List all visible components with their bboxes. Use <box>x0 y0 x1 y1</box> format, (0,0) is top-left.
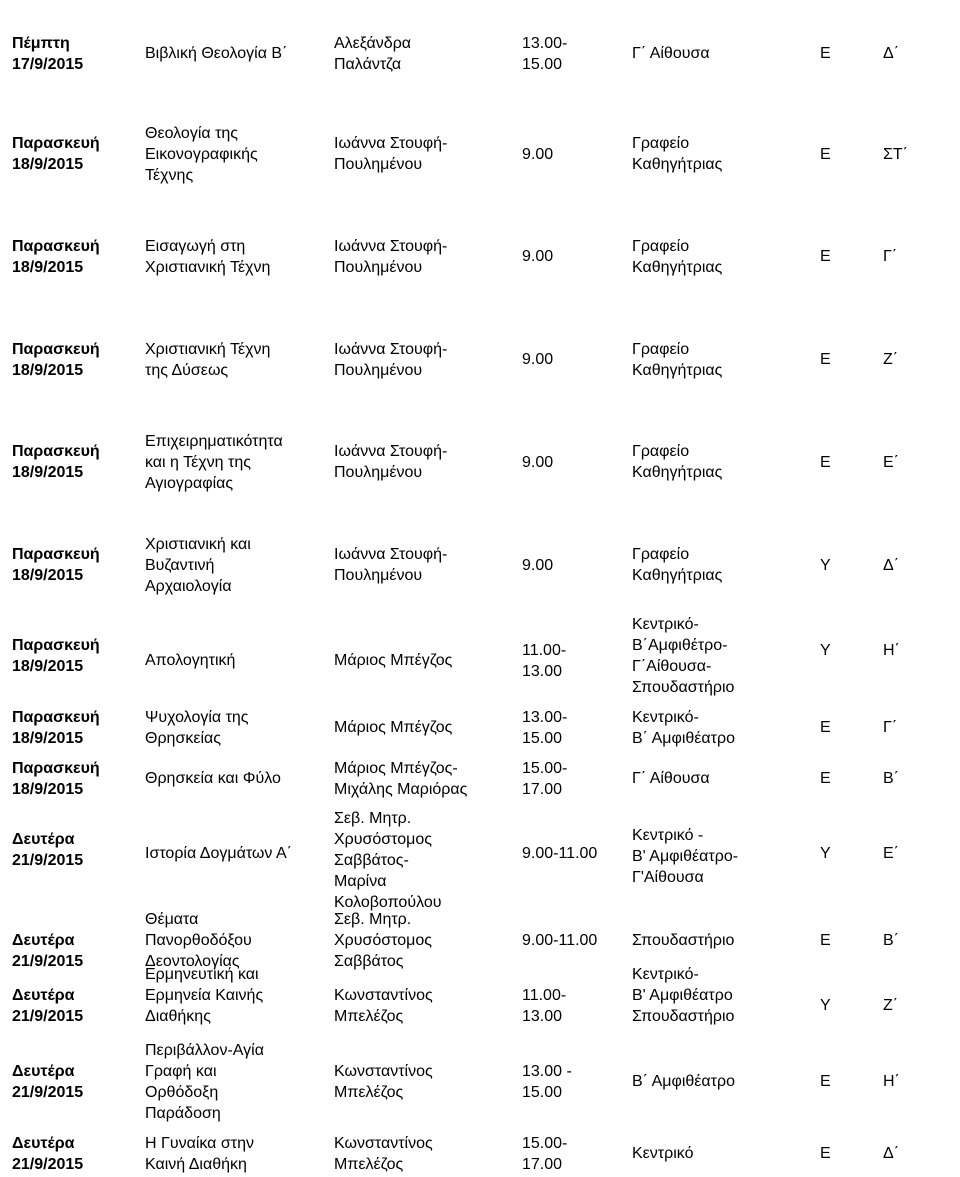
exam-time-text: 9.00 <box>522 248 554 265</box>
semester-type-text: Ε <box>820 770 831 787</box>
professor <box>334 1061 524 1103</box>
course-name <box>145 843 335 864</box>
professor-text: Ιωάννα Στουφή- <box>334 443 448 460</box>
course-name-text: Παράδοση <box>145 1105 221 1122</box>
exam-day-text: Παρασκευή <box>12 443 100 460</box>
exam-time <box>522 1133 622 1175</box>
exam-day <box>12 133 137 175</box>
exam-day-text: 18/9/2015 <box>12 781 84 798</box>
semester-group-text: ΣΤ΄ <box>883 146 908 163</box>
exam-room <box>632 544 812 586</box>
course-name-text: Τέχνης <box>145 167 194 184</box>
course-name-text: Θρησκεία και Φύλο <box>145 770 281 787</box>
semester-type <box>820 349 850 370</box>
semester-type <box>820 43 850 64</box>
course-name-text: και η Τέχνη της <box>145 454 251 471</box>
semester-group <box>883 640 943 661</box>
course-name-text: Αγιογραφίας <box>145 475 234 492</box>
exam-time-text: 15.00- <box>522 1135 568 1152</box>
exam-day <box>12 985 137 1027</box>
course-name <box>145 707 335 749</box>
course-name-text: Ορθόδοξη <box>145 1084 219 1101</box>
professor-text: Κωνσταντίνος <box>334 987 433 1004</box>
semester-group-text: Ζ΄ <box>883 997 899 1014</box>
course-name-text: Ερμηνευτική και <box>145 966 259 983</box>
exam-time <box>522 843 622 864</box>
exam-room-text: Β΄Αμφιθέτρο- <box>632 637 728 654</box>
semester-group <box>883 452 943 473</box>
semester-type <box>820 930 850 951</box>
exam-day <box>12 544 137 586</box>
exam-room <box>632 441 812 483</box>
exam-room-text: Καθηγήτριας <box>632 156 723 173</box>
exam-day-text: 21/9/2015 <box>12 1156 84 1173</box>
semester-group <box>883 349 943 370</box>
professor <box>334 909 524 972</box>
semester-type-text: Υ <box>820 845 831 862</box>
semester-group <box>883 717 943 738</box>
semester-type <box>820 843 850 864</box>
semester-group-text: Δ΄ <box>883 45 900 62</box>
exam-room <box>632 707 812 749</box>
semester-type <box>820 452 850 473</box>
semester-type <box>820 768 850 789</box>
professor <box>334 33 524 75</box>
semester-group <box>883 995 943 1016</box>
exam-day <box>12 1061 137 1103</box>
course-name-text: Διαθήκης <box>145 1008 211 1025</box>
exam-time <box>522 349 622 370</box>
semester-type <box>820 555 850 576</box>
course-name-text: Θέματα <box>145 911 199 928</box>
semester-type <box>820 1071 850 1092</box>
professor <box>334 717 524 738</box>
professor-text: Κωνσταντίνος <box>334 1135 433 1152</box>
exam-room-text: Σπουδαστήριο <box>632 679 735 696</box>
semester-type-text: Ε <box>820 351 831 368</box>
exam-room-text: Γραφείο <box>632 546 690 563</box>
professor-text: Σεβ. Μητρ. <box>334 810 412 827</box>
course-name-text: Θρησκείας <box>145 730 221 747</box>
course-name <box>145 768 335 789</box>
exam-room-text: Καθηγήτριας <box>632 567 723 584</box>
exam-time-text: 9.00 <box>522 454 554 471</box>
professor-text: Κολοβοπούλου <box>334 894 442 911</box>
course-name-text: Η Γυναίκα στην <box>145 1135 254 1152</box>
exam-time <box>522 1061 622 1103</box>
exam-day-text: 18/9/2015 <box>12 567 84 584</box>
professor-text: Μάριος Μπέγζος <box>334 652 453 669</box>
course-name-text: Εικονογραφικής <box>145 146 258 163</box>
professor-text: Σαββάτος <box>334 953 404 970</box>
professor-text: Ιωάννα Στουφή- <box>334 135 448 152</box>
course-name-text: Επιχειρηματικότητα <box>145 433 283 450</box>
exam-time-text: 9.00-11.00 <box>522 932 598 949</box>
exam-day-text: 21/9/2015 <box>12 1008 84 1025</box>
exam-room-text: Β' Αμφιθέατρο <box>632 987 733 1004</box>
semester-group <box>883 555 943 576</box>
course-name-text: της Δύσεως <box>145 362 229 379</box>
professor-text: Μάριος Μπέγζος <box>334 719 453 736</box>
semester-type-text: Ε <box>820 932 831 949</box>
semester-type-text: Υ <box>820 642 831 659</box>
exam-room <box>632 768 812 789</box>
exam-room-text: Σπουδαστήριο <box>632 1008 735 1025</box>
course-name <box>145 964 335 1027</box>
semester-group-text: Δ΄ <box>883 557 900 574</box>
semester-group <box>883 144 943 165</box>
course-name-text: Περιβάλλον-Αγία <box>145 1042 264 1059</box>
professor-text: Μάριος Μπέγζος- <box>334 760 458 777</box>
exam-day-text: Δευτέρα <box>12 1063 75 1080</box>
exam-day-text: Παρασκευή <box>12 637 100 654</box>
course-name <box>145 339 335 381</box>
exam-room-text: Καθηγήτριας <box>632 464 723 481</box>
semester-group <box>883 930 943 951</box>
semester-type-text: Ε <box>820 454 831 471</box>
exam-room-text: Κεντρικό- <box>632 709 699 726</box>
semester-group-text: Ζ΄ <box>883 351 899 368</box>
semester-group <box>883 843 943 864</box>
course-name <box>145 123 335 186</box>
semester-group <box>883 43 943 64</box>
professor-text: Πουλημένου <box>334 567 423 584</box>
exam-room-text: Γραφείο <box>632 341 690 358</box>
course-name <box>145 534 335 597</box>
course-name <box>145 1133 335 1175</box>
exam-time-text: 11.00- <box>522 987 567 1004</box>
exam-room-text: Γραφείο <box>632 443 690 460</box>
exam-room <box>632 1071 812 1092</box>
professor-text: Πουλημένου <box>334 362 423 379</box>
semester-type <box>820 640 850 661</box>
exam-time <box>522 33 622 75</box>
semester-group-text: Β΄ <box>883 770 899 787</box>
exam-time-text: 9.00 <box>522 351 554 368</box>
professor-text: Πουλημένου <box>334 156 423 173</box>
exam-time <box>522 246 622 267</box>
exam-time-text: 17.00 <box>522 1156 563 1173</box>
exam-room <box>632 236 812 278</box>
professor <box>334 544 524 586</box>
semester-type <box>820 995 850 1016</box>
exam-room <box>632 930 812 951</box>
exam-day-text: Δευτέρα <box>12 1135 75 1152</box>
exam-day <box>12 339 137 381</box>
course-name-text: Ερμηνεία Καινής <box>145 987 264 1004</box>
exam-time-text: 15.00 <box>522 1084 563 1101</box>
semester-group-text: Β΄ <box>883 932 899 949</box>
semester-group-text: Δ΄ <box>883 1145 900 1162</box>
semester-group <box>883 768 943 789</box>
course-name-text: Απολογητική <box>145 652 236 669</box>
exam-room <box>632 43 812 64</box>
course-name-text: Καινή Διαθήκη <box>145 1156 247 1173</box>
professor-text: Μιχάλης Μαριόρας <box>334 781 468 798</box>
exam-room-text: Γραφείο <box>632 135 690 152</box>
course-name-text: Εισαγωγή στη <box>145 238 246 255</box>
exam-day <box>12 236 137 278</box>
professor-text: Σεβ. Μητρ. <box>334 911 412 928</box>
professor <box>334 236 524 278</box>
exam-day <box>12 635 137 677</box>
exam-day-text: 18/9/2015 <box>12 730 84 747</box>
semester-group <box>883 1071 943 1092</box>
professor-text: Μαρίνα <box>334 873 387 890</box>
exam-room <box>632 614 812 698</box>
semester-group-text: Η΄ <box>883 1073 900 1090</box>
professor <box>334 441 524 483</box>
exam-room <box>632 964 812 1027</box>
exam-time-text: 15.00 <box>522 730 563 747</box>
exam-room <box>632 1143 812 1164</box>
exam-day-text: Παρασκευή <box>12 546 100 563</box>
course-name-text: Δεοντολογίας <box>145 953 240 970</box>
semester-type-text: Ε <box>820 248 831 265</box>
exam-day-text: Παρασκευή <box>12 135 100 152</box>
semester-group-text: Ε΄ <box>883 845 899 862</box>
exam-time-text: 15.00 <box>522 56 563 73</box>
exam-room-text: Γ'Αίθουσα <box>632 869 704 886</box>
exam-time <box>522 640 622 682</box>
course-name <box>145 909 335 972</box>
professor-text: Ιωάννα Στουφή- <box>334 341 448 358</box>
professor-text: Μπελέζος <box>334 1084 404 1101</box>
exam-time-text: 9.00-11.00 <box>522 845 598 862</box>
professor-text: Μπελέζος <box>334 1008 404 1025</box>
course-name-text: Χριστιανική Τέχνη <box>145 259 271 276</box>
exam-room-text: Κεντρικό- <box>632 616 699 633</box>
exam-room-text: Καθηγήτριας <box>632 362 723 379</box>
semester-type-text: Ε <box>820 146 831 163</box>
semester-group-text: Γ΄ <box>883 248 898 265</box>
professor-text: Χρυσόστομος <box>334 831 432 848</box>
exam-day <box>12 930 137 972</box>
exam-time-text: 13.00 <box>522 663 563 680</box>
semester-type-text: Ε <box>820 1073 831 1090</box>
professor-text: Κωνσταντίνος <box>334 1063 433 1080</box>
professor <box>334 1133 524 1175</box>
exam-day-text: 21/9/2015 <box>12 953 84 970</box>
professor-text: Αλεξάνδρα <box>334 35 412 52</box>
exam-day-text: Δευτέρα <box>12 831 75 848</box>
semester-type-text: Ε <box>820 1145 831 1162</box>
exam-room-text: Β' Αμφιθέατρο- <box>632 848 739 865</box>
exam-time <box>522 452 622 473</box>
professor <box>334 758 524 800</box>
exam-time-text: 9.00 <box>522 146 554 163</box>
professor-text: Ιωάννα Στουφή- <box>334 546 448 563</box>
professor-text: Πουλημένου <box>334 259 423 276</box>
exam-time <box>522 930 622 951</box>
course-name <box>145 431 335 494</box>
semester-type <box>820 1143 850 1164</box>
exam-day <box>12 758 137 800</box>
exam-time-text: 15.00- <box>522 760 568 777</box>
semester-type-text: Ε <box>820 719 831 736</box>
course-name <box>145 650 335 671</box>
course-name-text: Βυζαντινή <box>145 557 215 574</box>
exam-room-text: Γραφείο <box>632 238 690 255</box>
course-name-text: Αρχαιολογία <box>145 578 232 595</box>
exam-day-text: 18/9/2015 <box>12 156 84 173</box>
semester-type-text: Ε <box>820 45 831 62</box>
course-name-text: Χριστιανική και <box>145 536 251 553</box>
course-name-text: Βιβλική Θεολογία Β΄ <box>145 45 288 62</box>
course-name <box>145 43 335 64</box>
exam-day <box>12 33 137 75</box>
exam-room-text: Κεντρικό- <box>632 966 699 983</box>
professor <box>334 808 524 913</box>
exam-day-text: Παρασκευή <box>12 341 100 358</box>
exam-room <box>632 133 812 175</box>
professor <box>334 339 524 381</box>
exam-time <box>522 758 622 800</box>
semester-type-text: Υ <box>820 557 831 574</box>
course-name <box>145 236 335 278</box>
course-name-text: Θεολογία της <box>145 125 239 142</box>
course-name-text: Γραφή και <box>145 1063 217 1080</box>
exam-day-text: Παρασκευή <box>12 760 100 777</box>
exam-room-text: Β΄ Αμφιθέατρο <box>632 730 735 747</box>
course-name-text: Ψυχολογία της <box>145 709 249 726</box>
course-name-text: Πανορθοδόξου <box>145 932 252 949</box>
exam-day-text: Δευτέρα <box>12 932 75 949</box>
exam-room-text: Σπουδαστήριο <box>632 932 735 949</box>
exam-time-text: 13.00 - <box>522 1063 572 1080</box>
exam-day-text: 18/9/2015 <box>12 259 84 276</box>
exam-day <box>12 829 137 871</box>
semester-type <box>820 717 850 738</box>
exam-time <box>522 144 622 165</box>
exam-time-text: 9.00 <box>522 557 554 574</box>
exam-time-text: 13.00- <box>522 35 568 52</box>
exam-time <box>522 707 622 749</box>
exam-room-text: Κεντρικό - <box>632 827 704 844</box>
professor-text: Πουλημένου <box>334 464 423 481</box>
professor-text: Σαββάτος- <box>334 852 409 869</box>
semester-group-text: Γ΄ <box>883 719 898 736</box>
exam-time-text: 17.00 <box>522 781 563 798</box>
professor-text: Παλάντζα <box>334 56 402 73</box>
exam-day <box>12 1133 137 1175</box>
semester-type <box>820 144 850 165</box>
exam-room-text: Γ΄Αίθουσα- <box>632 658 712 675</box>
course-name-text: Χριστιανική Τέχνη <box>145 341 271 358</box>
exam-day <box>12 707 137 749</box>
professor <box>334 133 524 175</box>
semester-group <box>883 246 943 267</box>
semester-group-text: Η΄ <box>883 642 900 659</box>
exam-time-text: 13.00- <box>522 709 568 726</box>
exam-day-text: Πέμπτη <box>12 35 70 52</box>
exam-day-text: 18/9/2015 <box>12 362 84 379</box>
exam-day-text: 18/9/2015 <box>12 658 84 675</box>
exam-time <box>522 555 622 576</box>
professor-text: Μπελέζος <box>334 1156 404 1173</box>
exam-room <box>632 339 812 381</box>
course-name-text: Ιστορία Δογμάτων Α΄ <box>145 845 292 862</box>
professor-text: Ιωάννα Στουφή- <box>334 238 448 255</box>
exam-room-text: Γ΄ Αίθουσα <box>632 45 710 62</box>
semester-type <box>820 246 850 267</box>
exam-day-text: 21/9/2015 <box>12 852 84 869</box>
exam-time-text: 11.00- <box>522 642 567 659</box>
exam-time-text: 13.00 <box>522 1008 563 1025</box>
course-name <box>145 1040 335 1124</box>
exam-day-text: Παρασκευή <box>12 709 100 726</box>
exam-room-text: Β΄ Αμφιθέατρο <box>632 1073 735 1090</box>
exam-day-text: 21/9/2015 <box>12 1084 84 1101</box>
semester-type-text: Υ <box>820 997 831 1014</box>
exam-day-text: Δευτέρα <box>12 987 75 1004</box>
professor-text: Χρυσόστομος <box>334 932 432 949</box>
professor <box>334 650 524 671</box>
exam-time <box>522 985 622 1027</box>
exam-room-text: Γ΄ Αίθουσα <box>632 770 710 787</box>
exam-day-text: 17/9/2015 <box>12 56 84 73</box>
exam-room-text: Καθηγήτριας <box>632 259 723 276</box>
exam-room-text: Κεντρικό <box>632 1145 694 1162</box>
exam-day-text: Παρασκευή <box>12 238 100 255</box>
professor <box>334 985 524 1027</box>
exam-day <box>12 441 137 483</box>
exam-room <box>632 825 812 888</box>
semester-group <box>883 1143 943 1164</box>
semester-group-text: Ε΄ <box>883 454 899 471</box>
exam-day-text: 18/9/2015 <box>12 464 84 481</box>
